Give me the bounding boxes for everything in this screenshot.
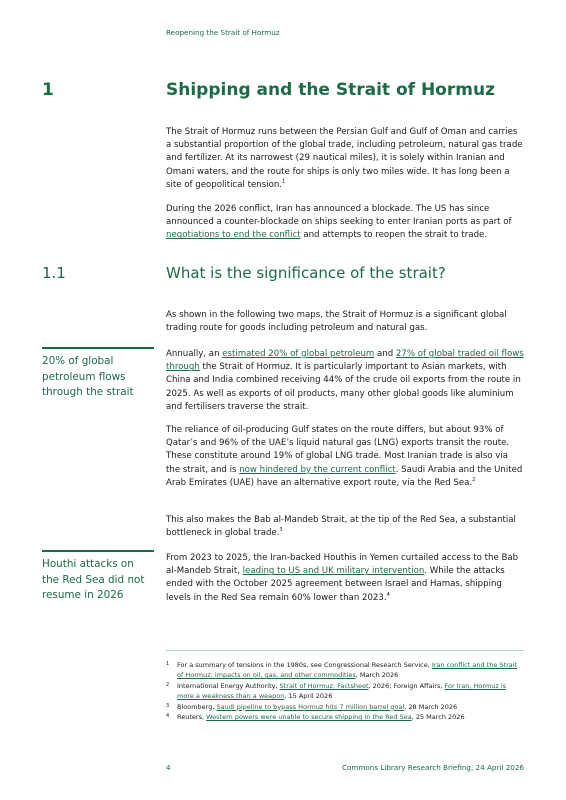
publication-footer: Commons Library Research Briefing, 24 April 2026 bbox=[341, 763, 524, 772]
footnote-text-end: , 28 March 2026 bbox=[404, 702, 458, 711]
intro-paragraph-2-text-end: and attempts to reopen the strait to trade. bbox=[300, 230, 488, 241]
body-paragraph-1: As shown in the following two maps, the Strait of Hormuz is a significant global trading route for goods including petroleum and natural gas. bbox=[166, 310, 507, 334]
footnote-ref[interactable]: 3 bbox=[279, 527, 283, 534]
negotiations-link[interactable]: negotiations to end the conflict bbox=[166, 230, 301, 241]
running-header: Reopening the Strait of Hormuz bbox=[166, 28, 280, 37]
footnote-text-end: , 15 April 2026 bbox=[284, 692, 333, 701]
body-paragraph-3-text: The reliance of oil-producing Gulf states on the route differs, but about 93% of Qatar’s and 96% of the UAE’s liquid natural gas (LNG) exports transit the route. These constitute around 19% of global LNG trade. Most Iranian trade is also via the strait, and is bbox=[166, 425, 510, 475]
footnote-text-end: , 25 March 2026 bbox=[411, 713, 465, 722]
body-paragraph-3 bbox=[166, 424, 524, 490]
footnote-text: For a summary of tensions in the 1980s, see Congressional Research Service, bbox=[177, 661, 432, 669]
footnote-3 bbox=[166, 702, 524, 712]
body-paragraph-2-and: and bbox=[374, 349, 396, 359]
military-intervention-link[interactable]: leading to US and UK military intervention bbox=[242, 566, 425, 577]
page-number: 4 bbox=[166, 763, 171, 772]
section-number: 1.1 bbox=[42, 264, 66, 282]
footnotes bbox=[166, 660, 524, 722]
body-paragraph-2 bbox=[166, 348, 524, 414]
chapter-number: 1 bbox=[42, 80, 54, 100]
body-paragraph-5-text: From 2023 to 2025, the Iran-backed Houthis in Yemen curtailed access to the Bab al-Mandeb Strait, bbox=[166, 553, 519, 577]
body-paragraph-5-text-end: . While the attacks ended with the October 2025 agreement between Israel and Hamas, shipping levels in the Red Sea remain 60% lower than 2023. bbox=[166, 566, 505, 603]
footnote-number: 4 bbox=[166, 713, 170, 720]
footnote-divider bbox=[166, 650, 524, 651]
footnote-4 bbox=[166, 712, 524, 722]
section-title: What is the significance of the strait? bbox=[166, 264, 446, 282]
footnote-2 bbox=[166, 681, 524, 702]
footnote-2-link-b[interactable]: For Iran, Hormuz is more a weakness than a weapon bbox=[177, 681, 507, 701]
footnote-number: 2 bbox=[166, 681, 170, 688]
footnote-ref[interactable]: 4 bbox=[386, 591, 390, 598]
oil-flows-link[interactable]: 27% of global traded oil flows through bbox=[166, 349, 524, 373]
footnote-number: 3 bbox=[166, 702, 170, 709]
footnote-2-link-a[interactable]: Strait of Hormuz: Factsheet bbox=[279, 681, 369, 690]
footnote-4-link[interactable]: Western powers were unable to secure shipping in the Red Sea bbox=[206, 713, 412, 722]
body-paragraph-5 bbox=[166, 552, 524, 605]
footnote-text: Bloomberg, bbox=[177, 702, 217, 711]
footnote-number: 1 bbox=[166, 661, 170, 667]
footnote-text: International Energy Authority, bbox=[177, 681, 280, 690]
intro-paragraph-2 bbox=[166, 203, 524, 243]
intro-paragraph-1 bbox=[166, 126, 524, 192]
intro-paragraph-1-text: The Strait of Hormuz runs between the Persian Gulf and Gulf of Oman and carries a substantial proportion of the global trade, including petroleum, natural gas trade and fertilizer. At its narrowest (29 nautical miles), it is solely within Iranian and Omani waters, and the route for ships is only two miles wide. It has long been a site of geopolitical tension. bbox=[166, 127, 523, 190]
petroleum-estimate-link[interactable]: estimated 20% of global petroleum bbox=[222, 349, 375, 359]
chapter-title: Shipping and the Strait of Hormuz bbox=[166, 80, 495, 100]
footnote-1 bbox=[166, 660, 524, 681]
footnote-text-mid: , 2026; Foreign Affairs, bbox=[368, 681, 445, 690]
footnote-text: Reuters, bbox=[177, 713, 207, 722]
hindered-conflict-link[interactable]: now hindered by the current conflict bbox=[239, 464, 396, 475]
footnote-1-link[interactable]: Iran conflict and the Strait of Hormuz: impacts on oil, gas, and other commodities bbox=[177, 661, 518, 680]
body-paragraph-2-text: Annually, an bbox=[166, 349, 223, 359]
body-paragraph-4-text: This also makes the Bab al-Mandeb Strait, at the tip of the Red Sea, a substantial bottleneck in global trade. bbox=[166, 515, 516, 539]
pull-quote-houthi: Houthi attacks on the Red Sea did not resume in 2026 bbox=[42, 550, 154, 604]
pull-quote-petroleum: 20% of global petroleum flows through the strait bbox=[42, 347, 154, 401]
body-paragraph-2-text-end: the Strait of Hormuz. It is particularly important to Asian markets, with China and India combined receiving 44% of the crude oil exports from the route in 2025. As well as exports of oil products, many other global goods like aluminium and fertilisers traverse the strait. bbox=[166, 362, 521, 412]
footnote-text-end: , March 2026 bbox=[355, 671, 399, 680]
intro-paragraph-2-text: During the 2026 conflict, Iran has announced a blockade. The US has since announced a counter-blockade on ships seeking to enter Iranian ports as part of bbox=[166, 204, 512, 228]
footnote-ref[interactable]: 2 bbox=[472, 476, 476, 483]
body-paragraph-4 bbox=[166, 514, 524, 540]
footnote-ref[interactable]: 1 bbox=[282, 178, 286, 185]
body-paragraph-3-text-end: . Saudi Arabia and the United Arab Emirates (UAE) have an alternative export route, via the Red Sea. bbox=[166, 464, 523, 488]
footnote-3-link[interactable]: Saudi pipeline to bypass Hormuz hits 7 million barrel goal bbox=[216, 702, 405, 711]
